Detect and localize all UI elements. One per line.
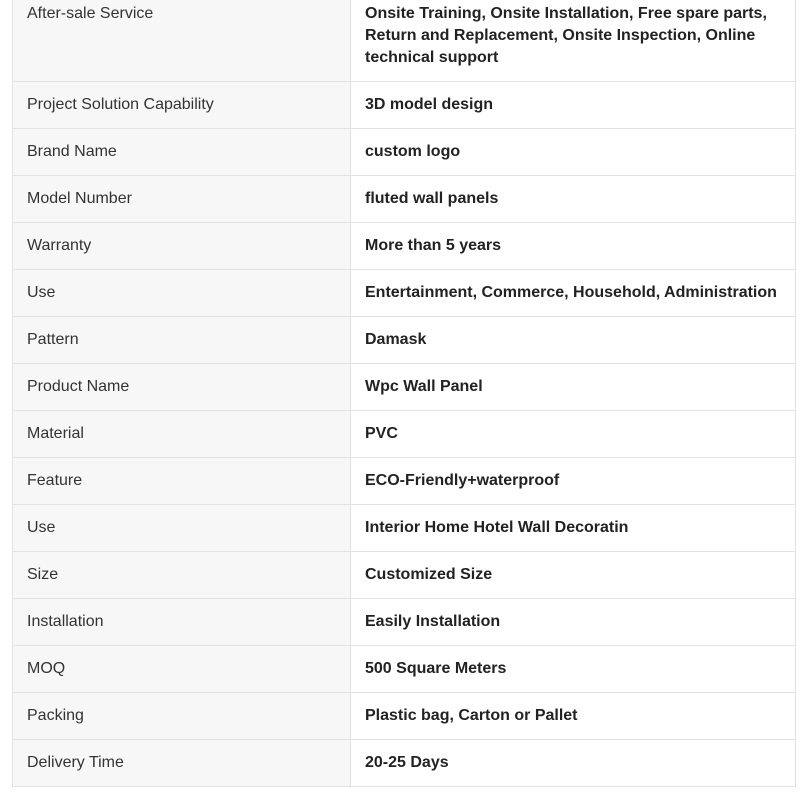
attribute-name: Pattern <box>13 317 351 364</box>
table-row <box>13 364 796 411</box>
attribute-value: Plastic bag, Carton or Pallet <box>351 693 796 740</box>
attribute-value: Customized Size <box>351 552 796 599</box>
attribute-value: Easily Installation <box>351 599 796 646</box>
table-row <box>13 317 796 364</box>
attribute-name: Model Number <box>13 176 351 223</box>
attribute-name: Use <box>13 505 351 552</box>
attribute-value: Interior Home Hotel Wall Decoratin <box>351 505 796 552</box>
attribute-name: Size <box>13 552 351 599</box>
attribute-value: custom logo <box>351 129 796 176</box>
table-row <box>13 0 796 82</box>
attribute-value: fluted wall panels <box>351 176 796 223</box>
attribute-name: Use <box>13 270 351 317</box>
attribute-name: After-sale Service <box>13 0 351 82</box>
attribute-value: ECO-Friendly+waterproof <box>351 458 796 505</box>
attribute-value: 500 Square Meters <box>351 646 796 693</box>
table-row <box>13 599 796 646</box>
attribute-name: Warranty <box>13 223 351 270</box>
table-row <box>13 646 796 693</box>
table-row <box>13 270 796 317</box>
attribute-name: Packing <box>13 693 351 740</box>
attribute-name: Product Name <box>13 364 351 411</box>
attribute-value: 3D model design <box>351 82 796 129</box>
attribute-name: MOQ <box>13 646 351 693</box>
attribute-name: Feature <box>13 458 351 505</box>
attribute-name: Delivery Time <box>13 740 351 787</box>
attribute-value: More than 5 years <box>351 223 796 270</box>
attribute-value: Entertainment, Commerce, Household, Administration <box>351 270 796 317</box>
attribute-name: Material <box>13 411 351 458</box>
table-row <box>13 458 796 505</box>
table-row <box>13 740 796 787</box>
attribute-value: PVC <box>351 411 796 458</box>
attribute-name: Project Solution Capability <box>13 82 351 129</box>
table-row <box>13 693 796 740</box>
attribute-value: Onsite Training, Onsite Installation, Free spare parts, Return and Replacement, Onsite Inspection, Online technical support <box>351 0 796 82</box>
attribute-value: Damask <box>351 317 796 364</box>
table-row <box>13 176 796 223</box>
attributes-table-body <box>13 0 796 787</box>
table-row <box>13 505 796 552</box>
attribute-name: Brand Name <box>13 129 351 176</box>
attribute-value: 20-25 Days <box>351 740 796 787</box>
attribute-value: Wpc Wall Panel <box>351 364 796 411</box>
table-row <box>13 223 796 270</box>
attribute-name: Installation <box>13 599 351 646</box>
table-row <box>13 552 796 599</box>
table-row <box>13 411 796 458</box>
table-row <box>13 129 796 176</box>
table-row <box>13 82 796 129</box>
product-attributes-table <box>12 0 796 787</box>
